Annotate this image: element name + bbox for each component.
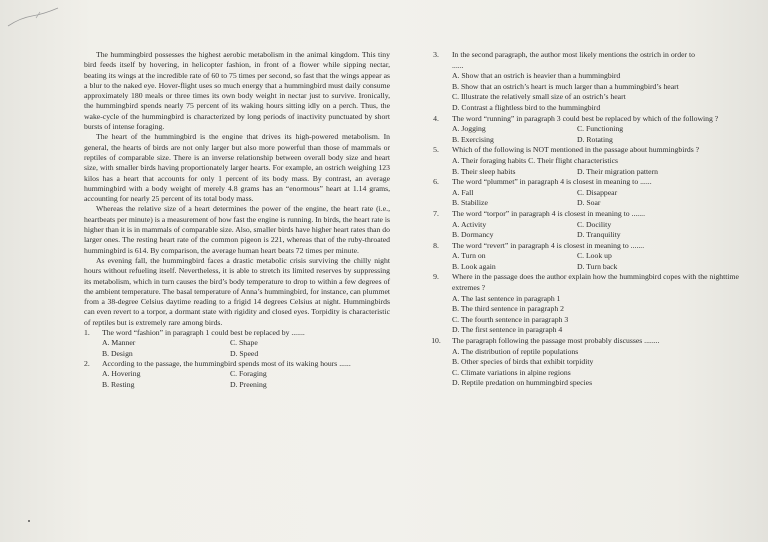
option-d[interactable]: D. Preening — [230, 379, 267, 389]
question-4 — [420, 114, 746, 146]
option-c[interactable]: C. Disappear — [577, 187, 618, 197]
question-2 — [84, 359, 390, 390]
question-number: 10. — [431, 336, 441, 346]
question-6 — [420, 177, 746, 209]
question-number: 5. — [433, 145, 439, 155]
option-d[interactable]: D. Turn back — [577, 261, 618, 271]
option-d[interactable]: D. Their migration pattern — [577, 166, 658, 176]
question-number: 1. — [84, 328, 90, 338]
passage-paragraph-2: The heart of the hummingbird is the engine that drives its high-powered metabolism. In general, the hearts of birds are not only larger but also more powerful than those of mammals or reptiles of comparable size. There is an inverse relationship between overall body size and heart size, with smaller birds having proportionately larger hearts. For example, an ostrich weighing 123 kilos has a heart that accounts for only 1 percent of its body mass. By contrast, an average hummingbird with a body weight of merely 4.8 grams has an “enormous” heart at 1.14 grams, accounting for nearly 25 percent of its total body mass. — [84, 132, 390, 204]
option-a[interactable]: A. Hovering — [102, 369, 141, 379]
question-stem: The word “plummet” in paragraph 4 is closest in meaning to ...... — [452, 177, 652, 187]
option-b[interactable]: B. Dormancy — [452, 230, 494, 240]
question-5 — [420, 145, 746, 177]
option-a[interactable]: A. Activity — [452, 219, 487, 229]
question-8 — [420, 241, 746, 273]
question-number: 2. — [84, 358, 90, 368]
question-number: 7. — [433, 208, 439, 218]
question-stem: Where in the passage does the author explain how the hummingbird copes with the nighttime extremes ? — [452, 272, 739, 293]
option-a[interactable]: A. The distribution of reptile populations — [452, 346, 579, 356]
passage-paragraph-1: The hummingbird possesses the highest aerobic metabolism in the animal kingdom. This tiny bird feeds itself by hovering, in helicopter fashion, in front of a flower while sipping nectar, beating its wings at the incredible rate of 60 to 75 times per second, so fast that the wings appear as a blur to the naked eye. Hover-flight uses so much energy that a hummingbird must daily consume approximately 180 meals or three times its own body weight in nectar just to survive. Ironically, the hummingbird spends nearly 75 percent of its waking hours sitting idly on a perch. Thus, the wake-cycle of the hummingbird is characterized by long periods of inactivity punctuated by short bursts of intense foraging. — [84, 50, 390, 132]
question-stem: The word “revert” in paragraph 4 is closest in meaning to ....... — [452, 240, 645, 250]
option-c[interactable]: C. Illustrate the relatively small size of an ostrich’s heart — [452, 92, 626, 102]
option-a[interactable]: A. The last sentence in paragraph 1 — [452, 293, 561, 303]
question-stem: The paragraph following the passage most probably discusses ........ — [452, 336, 660, 346]
option-d[interactable]: D. Rotating — [577, 134, 613, 144]
option-a[interactable]: A. Manner — [102, 338, 136, 348]
question-1 — [84, 328, 390, 359]
option-c[interactable]: C. Climate variations in alpine regions — [452, 367, 571, 377]
option-d[interactable]: D. Tranquility — [577, 230, 621, 240]
question-number: 8. — [433, 240, 439, 250]
option-d[interactable]: D. Speed — [230, 348, 259, 358]
option-a-and-c[interactable]: A. Their foraging habits C. Their flight characteristics — [452, 155, 619, 165]
option-b[interactable]: B. The third sentence in paragraph 2 — [452, 304, 564, 314]
question-stem: In the second paragraph, the author most likely mentions the ostrich in order to — [452, 50, 695, 59]
option-d[interactable]: D. Soar — [577, 198, 601, 208]
passage-paragraph-4: As evening fall, the hummingbird faces a drastic metabolic crisis surviving the chilly night hours without refueling itself. Nevertheless, it is able to stretch its limited reserves by suppressing its metabolism, which in turn causes the bird’s body temperature to drop to within a few degrees of the ambient temperature. The basal temperature of Anna’s hummingbird, for instance, can plummet from a 38-degree Celsius daytime reading to a frigid 14 degrees Celsius at night. Hummingbirds can even revert to a torpor, a dormant state with rigidity and closed eyes. Torpidity is characteristic of reptiles but is extremely rare among birds. — [84, 255, 390, 327]
left-column — [84, 50, 390, 390]
question-stem: The word “torpor” in paragraph 4 is closest in meaning to ....... — [452, 208, 645, 218]
question-stem: The word “running” in paragraph 3 could best be replaced by which of the following ? — [452, 113, 719, 123]
option-a[interactable]: A. Jogging — [452, 124, 486, 134]
option-b[interactable]: B. Design — [102, 348, 133, 358]
question-number: 3. — [433, 50, 439, 59]
option-d[interactable]: D. Contrast a flightless bird to the hummingbird — [452, 102, 601, 112]
passage-paragraph-3: Whereas the relative size of a heart determines the power of the engine, the heart rate (i.e., heartbeats per minute) is a measurement of how fast the engine is running. In birds, the heart rate is higher than it is in mammals of comparable size. Also, smaller birds have higher heart rates than do larger ones. The resting heart rate of the common pigeon is 221, whereas that of the ruby-throated hummingbird is 614. By comparison, the average human heart beats 72 times per minute. — [84, 204, 390, 255]
option-b[interactable]: B. Look again — [452, 261, 496, 271]
option-d[interactable]: D. The first sentence in paragraph 4 — [452, 325, 563, 335]
option-c[interactable]: C. The fourth sentence in paragraph 3 — [452, 314, 569, 324]
option-a[interactable]: A. Turn on — [452, 251, 486, 261]
option-b[interactable]: B. Their sleep habits — [452, 166, 516, 176]
option-c[interactable]: C. Foraging — [230, 369, 267, 379]
question-number: 9. — [433, 272, 439, 282]
option-b[interactable]: B. Stabilize — [452, 198, 488, 208]
option-b[interactable]: B. Resting — [102, 379, 135, 389]
question-3 — [420, 50, 746, 114]
question-9 — [420, 272, 746, 336]
question-stem: Which of the following is NOT mentioned in the passage about hummingbirds ? — [452, 145, 700, 155]
pen-scribble-mark — [6, 4, 62, 30]
option-b[interactable]: B. Other species of birds that exhibit torpidity — [452, 357, 594, 367]
option-c[interactable]: C. Look up — [577, 251, 612, 261]
right-column — [420, 50, 746, 389]
option-c[interactable]: C. Shape — [230, 338, 258, 348]
option-c[interactable]: C. Functioning — [577, 124, 624, 134]
option-b[interactable]: B. Show that an ostrich’s heart is much larger than a hummingbird’s heart — [452, 81, 679, 91]
option-c[interactable]: C. Docility — [577, 219, 612, 229]
question-number: 4. — [433, 113, 439, 123]
option-a[interactable]: A. Show that an ostrich is heavier than a hummingbird — [452, 71, 621, 81]
question-7 — [420, 209, 746, 241]
question-10 — [420, 336, 746, 389]
answer-blank: ...... — [452, 60, 464, 70]
option-d[interactable]: D. Reptile predation on hummingbird species — [452, 378, 593, 388]
question-stem: The word “fashion” in paragraph 1 could best be replaced by ....... — [102, 328, 305, 338]
question-number: 6. — [433, 177, 439, 187]
option-a[interactable]: A. Fall — [452, 187, 474, 197]
option-b[interactable]: B. Exercising — [452, 134, 494, 144]
paper-speck — [28, 520, 30, 522]
question-stem: According to the passage, the hummingbird spends most of its waking hours ...... — [102, 358, 351, 368]
